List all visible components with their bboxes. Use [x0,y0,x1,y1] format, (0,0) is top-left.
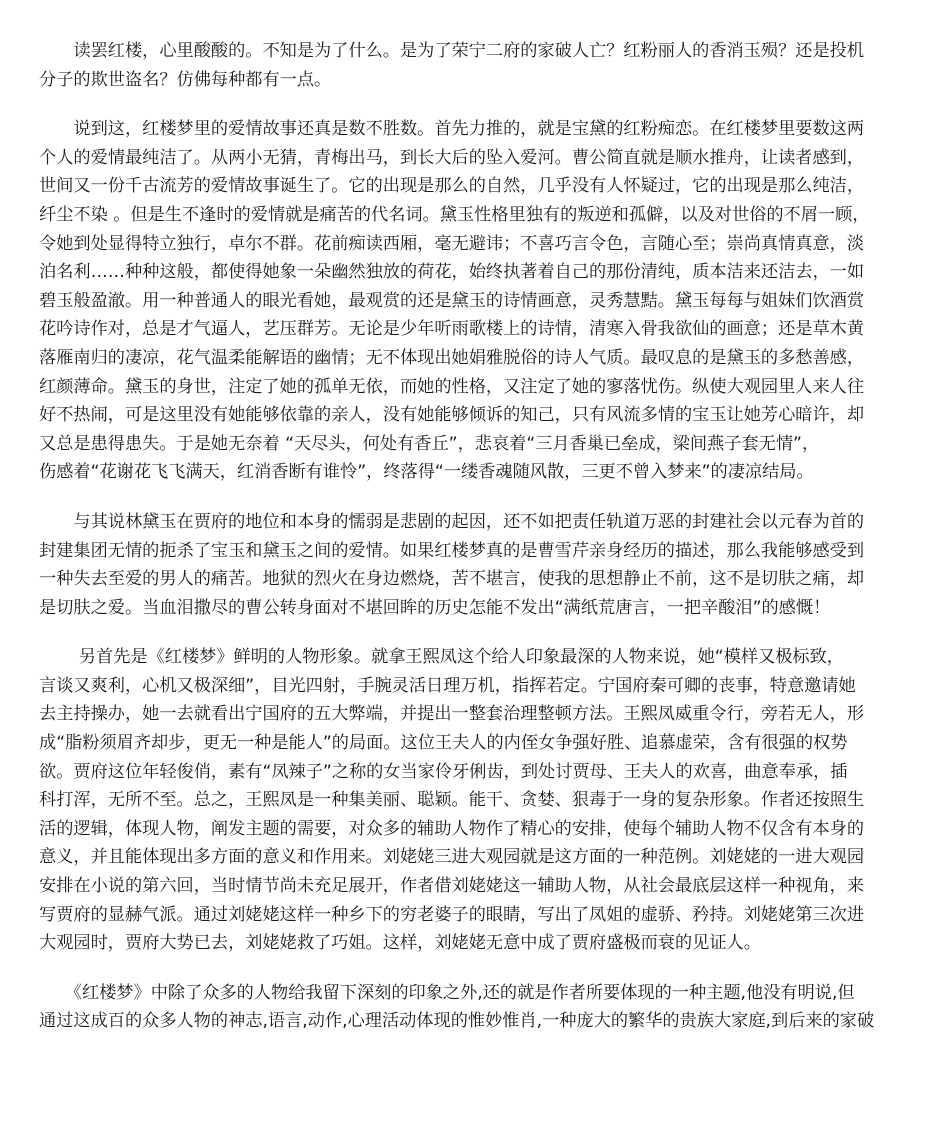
text-line: 科打浑，无所不至。总之，王熙凤是一种集美丽、聪颖。能干、贪婪、狠毒于一身的复杂形象。作者还按照生 [39,790,865,811]
text-line: 又总是患得患失。于是她无奈着 “天尽头，何处有香丘”，悲哀着“三月香巢已垒成，梁间燕子套无情”， [39,433,820,454]
text-line: 纤尘不染 。但是生不逢时的爱情就是痛苦的代名词。黛玉性格里独有的叛逆和孤僻，以及对世俗的不屑一顾， [39,204,870,225]
text-line: 世间又一份千古流芳的爱情故事诞生了。它的出现是那么的自然，几乎没有人怀疑过，它的出现是那么纯洁， [39,176,865,197]
text-line: 一种失去至爱的男人的痛苦。地狱的烈火在身边燃烧，苦不堪言，使我的思想静止不前，这不是切肤之痛，却 [39,569,865,590]
text-line: 好不热闹，可是这里没有她能够依靠的亲人，没有她能够倾诉的知己，只有风流多情的宝玉让她芳心暗许，却 [39,405,865,426]
text-line: 泊名利……种种这般，都使得她象一朵幽然独放的荷花，始终执著着自己的那份清纯，质本洁来还洁去，一如 [39,262,865,283]
text-line: 花吟诗作对，总是才气逼人，艺压群芳。无论是少年听雨歌楼上的诗情，清寒入骨我欲仙的画意；还是草木黄 [39,319,865,340]
paragraph [39,37,920,94]
paragraph [39,508,920,622]
text-line: 另首先是《红楼梦》鲜明的人物形象。就拿王熙凤这个给人印象最深的人物来说，她“模样又极标致， [39,647,844,668]
text-line: 伤感着“花谢花飞飞满天，红消香断有谁怜”，终落得“一缕香魂随风散，三更不曾入梦来”的凄凉结局。 [39,462,814,483]
text-line: 落雁南归的凄凉，花气温柔能解语的幽情；无不体现出她娟雅脱俗的诗人气质。最叹息的是黛玉的多愁善感， [39,347,865,368]
text-line: 是切肤之爱。当血泪撒尽的曹公转身面对不堪回眸的历史怎能不发出“满纸荒唐言，一把辛酸泪”的感慨！ [39,597,831,618]
paragraph [39,643,920,958]
paragraph [39,115,920,487]
text-line: 红颜薄命。黛玉的身世，注定了她的孤单无依，而她的性格，又注定了她的寥落忧伤。纵使大观园里人来人往 [39,376,865,397]
text-line: 安排在小说的第六回，当时情节尚未充足展开，作者借刘姥姥这一辅助人物，从社会最底层这样一种视角，来 [39,876,865,897]
text-line: 成“脂粉须眉齐却步，更无一种是能人”的局面。这位王夫人的内侄女争强好胜、追慕虚荣，含有很强的权势 [39,733,848,754]
text-line: 说到这，红楼梦里的爱情故事还真是数不胜数。首先力推的，就是宝黛的红粉痴恋。在红楼梦里要数这两 [39,119,865,140]
text-line: 活的逻辑，体现人物，阐发主题的需要，对众多的辅助人物作了精心的安排，使每个辅助人物不仅含有本身的 [39,818,865,839]
text-line: 与其说林黛玉在贾府的地位和本身的懦弱是悲剧的起因，还不如把责任轨道万恶的封建社会以元春为首的 [39,511,865,532]
paragraph [39,979,920,1036]
text-line: 写贾府的显赫气派。通过刘姥姥这样一种乡下的穷老婆子的眼睛，写出了凤姐的虚骄、矜持。刘姥姥第三次进 [39,904,865,925]
text-line: 去主持操办，她一去就看出宁国府的五大弊端，并提出一整套治理整顿方法。王熙凤威重令行，旁若无人，形 [39,704,865,725]
text-line: 碧玉般盈澈。用一种普通人的眼光看她，最观赏的还是黛玉的诗情画意，灵秀慧黠。黛玉每每与姐妹们饮酒赏 [39,290,865,311]
text-line: 欲。贾府这位年轻俊俏，素有“凤辣子”之称的女当家伶牙俐齿，到处讨贾母、王夫人的欢喜，曲意奉承，插 [39,761,848,782]
text-line: 个人的爱情最纯洁了。从两小无猜，青梅出马，到长大后的坠入爱河。曹公简直就是顺水推舟，让读者感到， [39,147,865,168]
text-line: 大观园时，贾府大势已去，刘姥姥救了巧姐。这样，刘姥姥无意中成了贾府盛极而衰的见证人。 [39,933,761,954]
text-line: 令她到处显得特立独行，卓尔不群。花前痴读西厢，毫无避讳；不喜巧言令色，言随心至；崇尚真情真意，淡 [39,233,865,254]
text-line: 分子的欺世盗名？仿佛每种都有一点。 [39,69,332,90]
text-line: 意义，并且能体现出多方面的意义和作用来。刘姥姥三进大观园就是这方面的一种范例。刘姥姥的一进大观园 [39,847,865,868]
text-line: 通过这成百的众多人物的神志,语言,动作,心理活动体现的惟妙惟肖,一种庞大的繁华的贵族大家庭,到后来的家破 [39,1011,875,1032]
text-line: 《红楼梦》中除了众多的人物给我留下深刻的印象之外,还的就是作者所要体现的一种主题,他没有明说,但 [39,982,855,1003]
text-line: 读罢红楼，心里酸酸的。不知是为了什么。是为了荣宁二府的家破人亡？红粉丽人的香消玉殒？还是投机 [39,41,865,61]
text-line: 封建集团无情的扼杀了宝玉和黛玉之间的爱情。如果红楼梦真的是曹雪芹亲身经历的描述，那么我能够感受到 [39,540,865,561]
text-line: 言谈又爽利，心机又极深细”，目光四射，手腕灵活日理万机，指挥若定。宁国府秦可卿的丧事，特意邀请她 [39,675,856,696]
